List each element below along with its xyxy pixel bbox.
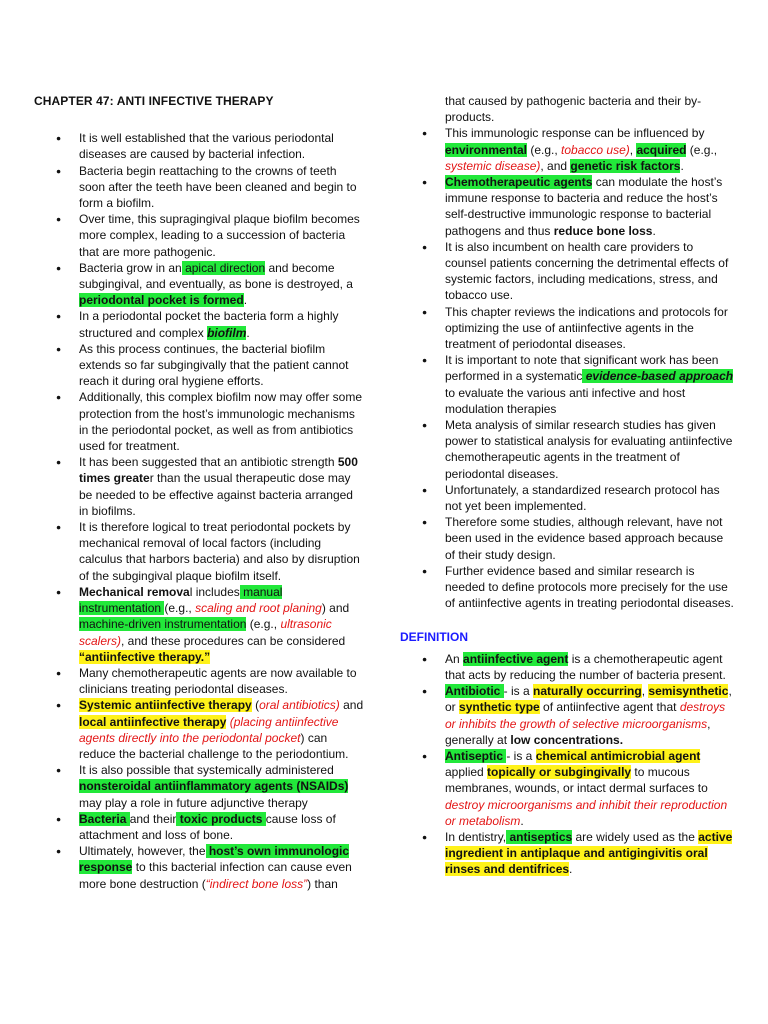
bullet-text: r than the usual therapeutic dose may be needed to be effective against bacteria arranged in biofilms. <box>79 471 353 518</box>
bullet-text: l includes <box>189 584 240 599</box>
bullet-text: It is well established that the various periodontal diseases are caused by bacterial infection. <box>79 131 334 162</box>
bullet-item <box>34 260 364 309</box>
bullet-text: (e.g., <box>164 601 196 616</box>
left-bullet-list <box>34 130 364 892</box>
bullet-text: , and these procedures can be considered <box>121 633 346 648</box>
highlighted-text: machine-driven instrumentation <box>79 617 247 632</box>
highlighted-text: oral antibiotics) <box>259 698 340 713</box>
bullet-text: Bacteria begin reattaching to the crowns of teeth soon after the teeth have been cleaned and begin to form a biofilm. <box>79 163 357 211</box>
bullet-item <box>34 341 364 390</box>
bullet-item <box>400 683 735 748</box>
bullet-item <box>34 308 364 340</box>
bullet-text: is a chemotherapeutic agent that acts by reducing the number of bacteria present. <box>445 651 726 682</box>
bullet-text: . <box>680 158 684 173</box>
bullet-item <box>34 130 364 162</box>
bullet-item <box>34 211 364 260</box>
bullet-text: to mucous membranes, wounds, or intact dermal surfaces to <box>445 765 708 796</box>
highlighted-text: tobacco use) <box>561 142 630 157</box>
bullet-item <box>34 389 364 454</box>
highlighted-text: systemic disease) <box>445 158 541 173</box>
bullet-text: Many chemotherapeutic agents are now available to clinicians treating periodontal diseases. <box>79 665 357 697</box>
highlighted-text: antiseptics <box>506 829 573 844</box>
bullet-text: Meta analysis of similar research studies has given power to statistical analysis for evaluating antiinfective chemotherapeutic agents in the treatment of periodontal diseases. <box>445 418 733 481</box>
highlighted-text: Bacteria <box>79 811 130 826</box>
highlighted-text: naturally occurring <box>533 684 642 699</box>
left-column <box>34 93 364 892</box>
bullet-text: ) and <box>321 601 350 616</box>
bullet-text: can modulate the host’s immune response to bacteria and reduce the host’s self-destructive immunologic response to bacterial pathogens and thus <box>445 175 723 238</box>
highlighted-text: acquired <box>636 142 687 157</box>
chapter-title: CHAPTER 47: ANTI INFECTIVE THERAPY <box>34 94 274 108</box>
bullet-item <box>34 762 364 811</box>
bullet-text: It is therefore logical to treat periodontal pockets by mechanical removal of local factors (including calculus that harbors bacteria) and also by disruption of the subgingival plaque biofilm itself. <box>79 520 360 583</box>
highlighted-text: 500 times greate <box>79 455 358 486</box>
highlighted-text: synthetic type <box>459 700 540 715</box>
bullet-text: An <box>445 651 464 666</box>
bullet-text: to evaluate the various anti infective and host modulation therapies <box>445 385 686 416</box>
bullet-item <box>34 163 364 212</box>
bullet-item <box>400 651 735 683</box>
bullet-text: ) can reduce the bacterial challenge to the periodontium. <box>79 730 349 761</box>
bullet-text: In dentistry, <box>445 829 507 844</box>
bullet-text: Therefore some studies, although relevant, have not been used in the evidence based approach because of their study design. <box>445 515 724 562</box>
highlighted-text: chemical antimicrobial agent <box>535 748 701 763</box>
highlighted-text: (placing antiinfective agents directly into the periodontal pocket <box>79 714 339 745</box>
highlighted-text: low concentrations. <box>510 732 624 747</box>
highlighted-text: ultrasonic scalers) <box>79 617 332 648</box>
highlighted-text: evidence-based approach <box>582 369 734 384</box>
highlighted-text: “antiinfective therapy.” <box>79 649 211 664</box>
bullet-text: ( <box>251 698 260 713</box>
bullet-text: ) than <box>307 876 338 891</box>
bullet-item <box>400 748 735 829</box>
bullet-item <box>400 304 735 353</box>
bullet-text: are widely used as the <box>572 829 699 844</box>
bullet-text: Unfortunately, a standardized research protocol has not yet been implemented. <box>445 482 720 514</box>
definition-bullet-list <box>400 651 735 878</box>
highlighted-text: environmental <box>445 142 528 157</box>
highlighted-text: nonsteroidal antiinflammatory agents (NSAIDs) <box>79 779 349 794</box>
highlighted-text: manual instrumentation <box>79 584 283 616</box>
highlighted-text: toxic products <box>176 811 266 826</box>
highlighted-text: active ingredient in antiplaque and antigingivitis oral rinses and dentifrices <box>445 829 733 877</box>
highlighted-text: destroys or inhibits the growth of selective microorganisms <box>445 700 726 731</box>
right-column <box>400 93 735 878</box>
bullet-item <box>34 697 364 762</box>
highlighted-text: apical direction <box>181 260 266 275</box>
bullet-item <box>34 665 364 697</box>
highlighted-text: Antibiotic <box>445 684 504 699</box>
highlighted-text: antiinfective agent <box>463 651 569 666</box>
section-gap <box>400 612 735 629</box>
highlighted-text: Mechanical remova <box>79 584 190 599</box>
bullet-text: This chapter reviews the indications and protocols for optimizing the use of antiinfective agents in the treatment of periodontal diseases. <box>445 304 728 352</box>
bullet-text: - is a <box>503 684 534 699</box>
bullet-text: may play a role in future adjunctive therapy <box>79 795 308 810</box>
highlighted-text: topically or subgingivally <box>487 765 632 780</box>
highlighted-text: Antiseptic <box>445 748 507 763</box>
continued-paragraph: that caused by pathogenic bacteria and their by-products. <box>445 94 702 125</box>
bullet-text: and their <box>129 811 177 826</box>
highlighted-text: host’s own immunologic response <box>79 844 350 875</box>
bullet-text: , <box>629 142 637 157</box>
highlighted-text: biofilm <box>207 325 247 340</box>
bullet-item <box>34 584 364 665</box>
bullet-item <box>400 563 735 612</box>
bullet-text: , <box>641 684 649 699</box>
bullet-text: Ultimately, however, the <box>79 844 206 859</box>
bullet-item <box>400 417 735 482</box>
highlighted-text: reduce bone loss <box>553 223 653 238</box>
bullet-text: cause loss of attachment and loss of bone. <box>79 811 336 842</box>
bullet-text: As this process continues, the bacterial biofilm extends so far subgingivally that the patient cannot reach it during oral hygiene efforts. <box>79 341 349 389</box>
bullet-item <box>400 514 735 563</box>
bullet-text: It is also possible that systemically administered <box>79 763 334 778</box>
bullet-text: . <box>243 293 248 308</box>
highlighted-text: genetic risk factors <box>570 158 681 173</box>
highlighted-text: Systemic antiinfective therapy <box>79 698 252 713</box>
bullet-item <box>400 174 735 239</box>
definition-heading: DEFINITION <box>400 629 468 644</box>
highlighted-text: periodontal pocket is formed <box>79 293 244 308</box>
bullet-text: (e.g., <box>246 617 281 632</box>
bullet-text: (e.g., <box>686 142 718 157</box>
bullet-item <box>34 843 364 892</box>
bullet-text: and become subgingival, and eventually, as bone is destroyed, a <box>79 260 353 292</box>
bullet-text: , and <box>540 158 571 173</box>
bullet-item <box>400 829 735 878</box>
bullet-text: This immunologic response can be influenced by <box>445 126 705 141</box>
bullet-text: . <box>569 862 573 877</box>
bullet-item <box>400 352 735 417</box>
highlighted-text: destroy microorganisms and inhibit their reproduction or metabolism <box>445 797 728 828</box>
bullet-text: of antiinfective agent that <box>539 700 680 715</box>
bullet-text: (e.g., <box>527 142 562 157</box>
bullet-text: In a periodontal pocket the bacteria form a highly structured and complex <box>79 309 339 340</box>
bullet-text: Additionally, this complex biofilm now may offer some protection from the host’s immunologic mechanisms in the periodontal pocket, as well as from antibiotics used for treatment. <box>79 390 363 454</box>
bullet-text: Further evidence based and similar research is needed to define protocols more precisely for the use of antiinfective agents in treating periodontal diseases. <box>445 563 734 611</box>
bullet-item <box>400 125 735 174</box>
bullet-text: Bacteria grow in an <box>79 260 182 275</box>
bullet-item <box>34 519 364 584</box>
bullet-text: and <box>339 698 364 713</box>
bullet-text: applied <box>445 765 488 780</box>
bullet-text: . <box>246 325 250 340</box>
bullet-item <box>400 239 735 304</box>
bullet-text: to this bacterial infection can cause even more bone destruction ( <box>79 860 352 891</box>
highlighted-text: “indirect bone loss” <box>205 876 308 891</box>
bullet-text: - is a <box>506 748 536 763</box>
bullet-text: . <box>652 223 656 238</box>
bullet-item <box>34 811 364 843</box>
highlighted-text: scaling and root planing <box>195 601 322 616</box>
right-bullet-list <box>400 125 735 611</box>
bullet-item <box>400 482 735 514</box>
bullet-text: . <box>520 813 524 828</box>
bullet-text: Over time, this supragingival plaque biofilm becomes more complex, leading to a succession of bacteria that are more pathogenic. <box>79 212 360 259</box>
highlighted-text: semisynthetic <box>648 684 729 699</box>
bullet-text: It is important to note that significant work has been performed in a systematic <box>445 353 719 384</box>
highlighted-text: Chemotherapeutic agents <box>445 175 593 190</box>
highlighted-text: local antiinfective therapy <box>79 714 227 729</box>
bullet-text: , or <box>445 684 732 715</box>
bullet-item <box>34 454 364 519</box>
bullet-text: , generally at <box>445 716 711 747</box>
bullet-text: It has been suggested that an antibiotic strength <box>79 455 338 470</box>
bullet-text: It is also incumbent on health care providers to counsel patients concerning the detrimental effects of systemic factors, including medications, stress, and tobacco use. <box>445 239 729 303</box>
